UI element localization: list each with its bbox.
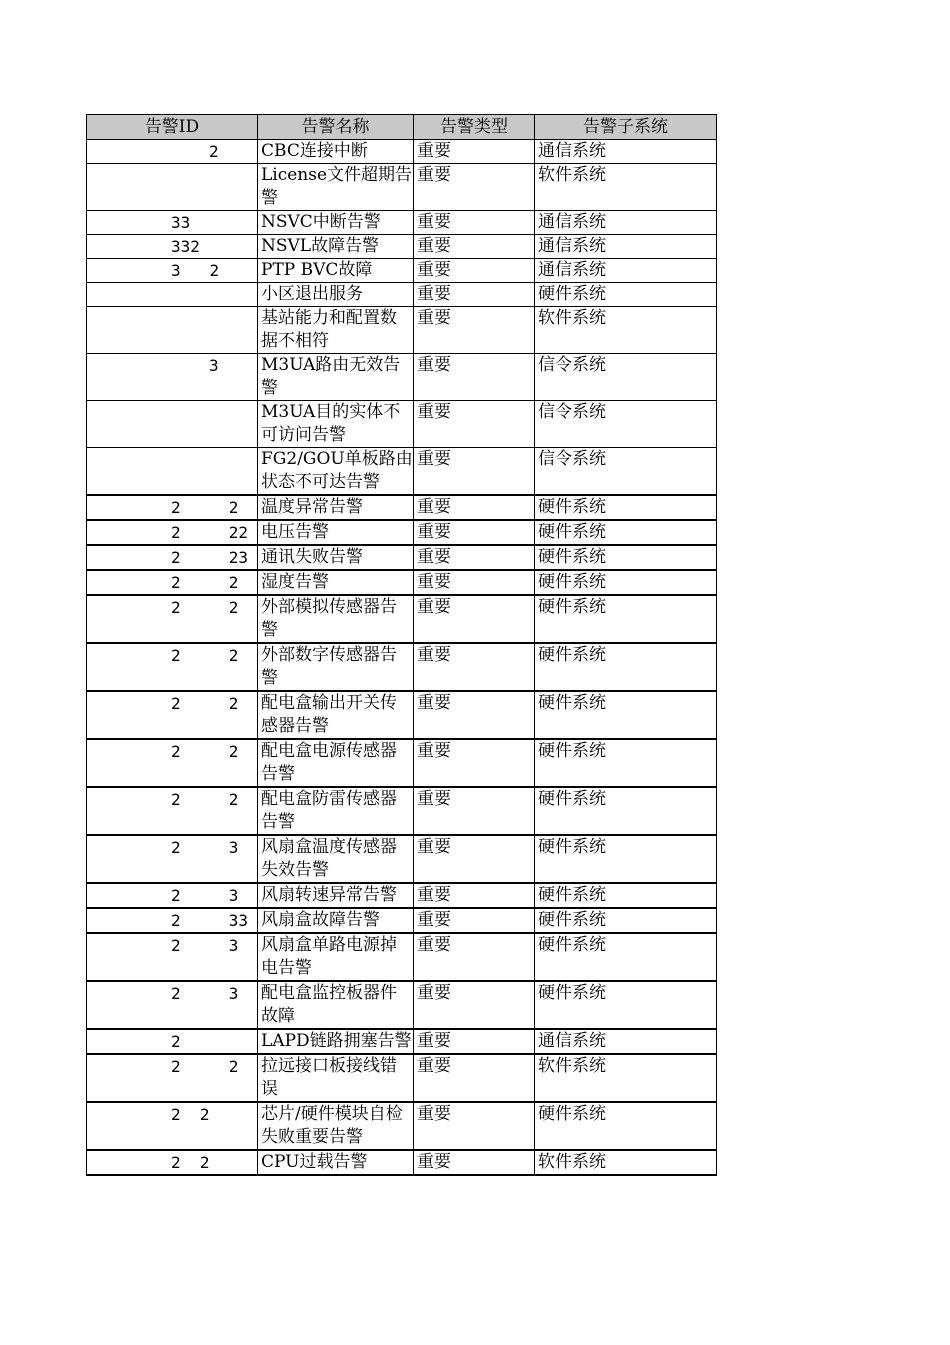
- table-row: [87, 354, 717, 401]
- header-alarm-subsystem[interactable]: 告警子系统: [535, 115, 717, 140]
- alarm-id-value: 2 3: [171, 886, 239, 905]
- alarm-id-value: 2 2: [171, 694, 239, 713]
- alarm-name-cell[interactable]: CPU过载告警: [258, 1150, 414, 1175]
- alarm-id-cell[interactable]: [87, 908, 258, 933]
- table-row: [87, 908, 717, 933]
- header-alarm-type[interactable]: 告警类型: [414, 115, 535, 140]
- alarm-id-value: 33: [171, 213, 191, 232]
- alarm-subsystem-cell[interactable]: 硬件系统: [535, 1102, 717, 1150]
- alarm-subsystem-cell[interactable]: 通信系统: [535, 1029, 717, 1054]
- table-row: [87, 643, 717, 691]
- alarm-id-value: 3 2: [171, 261, 220, 280]
- alarm-type-cell[interactable]: 重要: [414, 1150, 535, 1175]
- alarm-name-cell[interactable]: 风扇盒温度传感器失效告警: [258, 835, 414, 883]
- alarm-type-cell[interactable]: 重要: [414, 1054, 535, 1102]
- alarm-name-cell[interactable]: License文件超期告警: [258, 164, 414, 211]
- alarm-subsystem-cell[interactable]: 硬件系统: [535, 933, 717, 981]
- alarm-name-cell[interactable]: 拉远接口板接线错误: [258, 1054, 414, 1102]
- header-alarm-id[interactable]: 告警ID: [87, 115, 258, 140]
- table-row: [87, 883, 717, 908]
- alarm-type-cell[interactable]: 重要: [414, 570, 535, 595]
- table-row: [87, 835, 717, 883]
- alarm-id-value: 2 2: [171, 498, 239, 517]
- table-row: [87, 235, 717, 259]
- alarm-name-cell[interactable]: 风扇盒单路电源掉电告警: [258, 933, 414, 981]
- table-row: [87, 495, 717, 520]
- table-row: [87, 691, 717, 739]
- alarm-type-cell[interactable]: 重要: [414, 787, 535, 835]
- alarm-name-cell[interactable]: 湿度告警: [258, 570, 414, 595]
- table-row: [87, 1029, 717, 1054]
- alarm-subsystem-cell[interactable]: 软件系统: [535, 307, 717, 354]
- table-row: [87, 448, 717, 496]
- table-row: [87, 259, 717, 283]
- alarm-type-cell[interactable]: 重要: [414, 1029, 535, 1054]
- alarm-id-cell[interactable]: [87, 211, 258, 235]
- alarm-type-cell[interactable]: 重要: [414, 908, 535, 933]
- alarm-id-cell[interactable]: [87, 883, 258, 908]
- table-row: [87, 520, 717, 545]
- alarm-type-cell[interactable]: 重要: [414, 933, 535, 981]
- alarm-subsystem-cell[interactable]: 硬件系统: [535, 495, 717, 520]
- alarm-name-cell[interactable]: 风扇盒故障告警: [258, 908, 414, 933]
- alarm-name-cell[interactable]: 温度异常告警: [258, 495, 414, 520]
- alarm-id-cell[interactable]: [87, 691, 258, 739]
- table-row: [87, 283, 717, 307]
- alarm-subsystem-cell[interactable]: 通信系统: [535, 140, 717, 164]
- alarm-name-cell[interactable]: 配电盒监控板器件故障: [258, 981, 414, 1029]
- alarm-name-cell[interactable]: M3UA目的实体不可访问告警: [258, 401, 414, 448]
- alarm-subsystem-cell[interactable]: 硬件系统: [535, 283, 717, 307]
- alarm-id-cell[interactable]: [87, 1029, 258, 1054]
- alarm-name-cell[interactable]: 配电盒防雷传感器告警: [258, 787, 414, 835]
- alarm-id-value: 2: [171, 1032, 181, 1051]
- alarm-type-cell[interactable]: 重要: [414, 235, 535, 259]
- alarm-id-cell[interactable]: [87, 739, 258, 787]
- alarm-subsystem-cell[interactable]: 通信系统: [535, 235, 717, 259]
- table-row: [87, 1150, 717, 1175]
- alarm-id-value: 2 3: [171, 984, 239, 1003]
- alarm-id-value: 2 3: [171, 838, 239, 857]
- table-row: [87, 739, 717, 787]
- header-row: [87, 115, 717, 140]
- alarm-id-cell[interactable]: [87, 259, 258, 283]
- alarm-type-cell[interactable]: 重要: [414, 283, 535, 307]
- alarm-subsystem-cell[interactable]: 软件系统: [535, 1150, 717, 1175]
- table-row: [87, 545, 717, 570]
- alarm-id-cell[interactable]: [87, 835, 258, 883]
- alarm-subsystem-cell[interactable]: 硬件系统: [535, 520, 717, 545]
- alarm-id-cell[interactable]: [87, 1102, 258, 1150]
- alarm-subsystem-cell[interactable]: 软件系统: [535, 164, 717, 211]
- alarm-type-cell[interactable]: 重要: [414, 259, 535, 283]
- table-row: [87, 211, 717, 235]
- alarm-type-cell[interactable]: 重要: [414, 739, 535, 787]
- alarm-id-cell[interactable]: [87, 545, 258, 570]
- alarm-type-cell[interactable]: 重要: [414, 140, 535, 164]
- alarm-id-value: 2 2: [171, 1153, 210, 1172]
- alarm-type-cell[interactable]: 重要: [414, 643, 535, 691]
- alarm-id-cell[interactable]: [87, 235, 258, 259]
- alarm-subsystem-cell[interactable]: 通信系统: [535, 259, 717, 283]
- header-alarm-name[interactable]: 告警名称: [258, 115, 414, 140]
- alarm-subsystem-cell[interactable]: 信令系统: [535, 401, 717, 448]
- alarm-id-cell[interactable]: [87, 570, 258, 595]
- alarm-name-cell[interactable]: 小区退出服务: [258, 283, 414, 307]
- alarm-id-cell[interactable]: [87, 401, 258, 448]
- alarm-id-cell[interactable]: [87, 448, 258, 496]
- alarm-name-cell[interactable]: LAPD链路拥塞告警: [258, 1029, 414, 1054]
- alarm-type-cell[interactable]: 重要: [414, 520, 535, 545]
- alarm-type-cell[interactable]: 重要: [414, 883, 535, 908]
- alarm-subsystem-cell[interactable]: 通信系统: [535, 211, 717, 235]
- alarm-id-cell[interactable]: [87, 520, 258, 545]
- alarm-name-cell[interactable]: 基站能力和配置数据不相符: [258, 307, 414, 354]
- table-row: [87, 164, 717, 211]
- alarm-type-cell[interactable]: 重要: [414, 401, 535, 448]
- alarm-type-cell[interactable]: 重要: [414, 835, 535, 883]
- alarm-id-value: 332: [171, 237, 200, 256]
- alarm-type-cell[interactable]: 重要: [414, 595, 535, 643]
- alarm-type-cell[interactable]: 重要: [414, 448, 535, 496]
- alarm-id-value: 2 23: [171, 548, 249, 567]
- alarm-name-cell[interactable]: FG2/GOU单板路由状态不可达告警: [258, 448, 414, 496]
- alarm-id-value: 2 3: [171, 936, 239, 955]
- alarm-id-value: 2: [209, 142, 219, 161]
- alarm-subsystem-cell[interactable]: 硬件系统: [535, 908, 717, 933]
- table-row: [87, 307, 717, 354]
- alarm-subsystem-cell[interactable]: 硬件系统: [535, 835, 717, 883]
- table-row: [87, 595, 717, 643]
- alarm-name-cell[interactable]: CBC连接中断: [258, 140, 414, 164]
- alarm-type-cell[interactable]: 重要: [414, 211, 535, 235]
- alarm-id-value: 2 2: [171, 646, 239, 665]
- alarm-name-cell[interactable]: 外部数字传感器告警: [258, 643, 414, 691]
- alarm-id-cell[interactable]: [87, 164, 258, 211]
- alarm-id-cell[interactable]: [87, 1150, 258, 1175]
- alarm-name-cell[interactable]: 通讯失败告警: [258, 545, 414, 570]
- alarm-subsystem-cell[interactable]: 硬件系统: [535, 570, 717, 595]
- alarm-type-cell[interactable]: 重要: [414, 691, 535, 739]
- alarm-name-cell[interactable]: 风扇转速异常告警: [258, 883, 414, 908]
- alarm-id-cell[interactable]: [87, 933, 258, 981]
- alarm-rows: [87, 140, 717, 1176]
- alarm-subsystem-cell[interactable]: 硬件系统: [535, 691, 717, 739]
- alarm-id-cell[interactable]: [87, 354, 258, 401]
- alarm-subsystem-cell[interactable]: 信令系统: [535, 448, 717, 496]
- alarm-subsystem-cell[interactable]: 硬件系统: [535, 595, 717, 643]
- alarm-name-cell[interactable]: NSVL故障告警: [258, 235, 414, 259]
- alarm-id-value: 2 2: [171, 598, 239, 617]
- alarm-type-cell[interactable]: 重要: [414, 545, 535, 570]
- alarm-subsystem-cell[interactable]: 硬件系统: [535, 643, 717, 691]
- alarm-id-value: 2 22: [171, 523, 249, 542]
- alarm-id-cell[interactable]: [87, 595, 258, 643]
- table-row: [87, 933, 717, 981]
- alarm-id-cell[interactable]: [87, 495, 258, 520]
- alarm-type-cell[interactable]: 重要: [414, 164, 535, 211]
- alarm-subsystem-cell[interactable]: 硬件系统: [535, 883, 717, 908]
- alarm-name-cell[interactable]: NSVC中断告警: [258, 211, 414, 235]
- alarm-name-cell[interactable]: PTP BVC故障: [258, 259, 414, 283]
- alarm-name-cell[interactable]: 电压告警: [258, 520, 414, 545]
- alarm-id-value: 2 2: [171, 1057, 239, 1076]
- table-row: [87, 981, 717, 1029]
- alarm-id-value: 2 2: [171, 573, 239, 592]
- alarm-subsystem-cell[interactable]: 硬件系统: [535, 545, 717, 570]
- alarm-id-value: 2 2: [171, 790, 239, 809]
- table-row: [87, 787, 717, 835]
- alarm-name-cell[interactable]: 外部模拟传感器告警: [258, 595, 414, 643]
- alarm-id-value: 3: [209, 356, 219, 375]
- table-row: [87, 1102, 717, 1150]
- alarm-type-cell[interactable]: 重要: [414, 1102, 535, 1150]
- alarm-type-cell[interactable]: 重要: [414, 354, 535, 401]
- alarm-id-value: 2 33: [171, 911, 249, 930]
- alarm-subsystem-cell[interactable]: 硬件系统: [535, 787, 717, 835]
- alarm-id-value: 2 2: [171, 1105, 210, 1124]
- alarm-table: [86, 114, 717, 1176]
- table-row: [87, 401, 717, 448]
- alarm-id-cell[interactable]: [87, 1054, 258, 1102]
- table-row: [87, 140, 717, 164]
- alarm-subsystem-cell[interactable]: 软件系统: [535, 1054, 717, 1102]
- alarm-type-cell[interactable]: 重要: [414, 307, 535, 354]
- alarm-subsystem-cell[interactable]: 硬件系统: [535, 981, 717, 1029]
- alarm-type-cell[interactable]: 重要: [414, 981, 535, 1029]
- alarm-id-cell[interactable]: [87, 981, 258, 1029]
- alarm-id-cell[interactable]: [87, 787, 258, 835]
- alarm-subsystem-cell[interactable]: 信令系统: [535, 354, 717, 401]
- alarm-id-cell[interactable]: [87, 307, 258, 354]
- alarm-name-cell[interactable]: M3UA路由无效告警: [258, 354, 414, 401]
- alarm-name-cell[interactable]: 芯片/硬件模块自检失败重要告警: [258, 1102, 414, 1150]
- alarm-id-value: 2 2: [171, 742, 239, 761]
- alarm-name-cell[interactable]: 配电盒输出开关传感器告警: [258, 691, 414, 739]
- alarm-name-cell[interactable]: 配电盒电源传感器告警: [258, 739, 414, 787]
- alarm-id-cell[interactable]: [87, 283, 258, 307]
- alarm-subsystem-cell[interactable]: 硬件系统: [535, 739, 717, 787]
- alarm-sheet: [86, 114, 717, 1176]
- table-row: [87, 1054, 717, 1102]
- alarm-type-cell[interactable]: 重要: [414, 495, 535, 520]
- alarm-id-cell[interactable]: [87, 140, 258, 164]
- alarm-id-cell[interactable]: [87, 643, 258, 691]
- table-row: [87, 570, 717, 595]
